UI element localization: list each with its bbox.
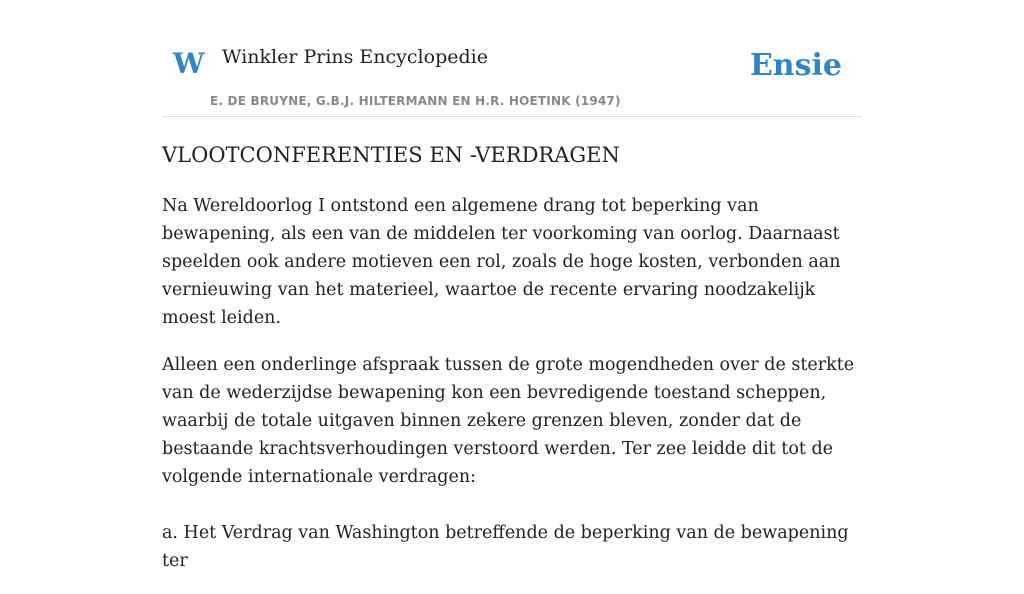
article-paragraph: Alleen een onderlinge afspraak tussen de grote mogendheden over de sterkte van de wederzijdse bewapening kon een bevredigende toestand scheppen, waarbij de totale uitgaven binnen zekere grenzen bleven, zonder dat de bestaande krachtsverhoudingen verstoord werden. Ter zee leidde dit tot de volgende internationale verdragen: — [162, 355, 855, 487]
article-list-item: a. Het Verdrag van Washington betreffende de beperking van de bewapening ter — [162, 523, 849, 571]
article — [162, 138, 862, 594]
article-title: VLOOTCONFERENTIES EN -VERDRAGEN — [162, 143, 620, 167]
site-header — [162, 0, 862, 117]
article-paragraph: Na Wereldoorlog I ontstond een algemene drang tot beperking van bewapening, als een van de middelen ter voorkoming van oorlog. Daarnaast speelden ook andere motieven een rol, zoals de hoge kosten, verbonden aan vernieuwing van het materieel, waartoe de recente ervaring noodzakelijk moest leiden. — [162, 196, 841, 328]
winkler-prins-logo[interactable]: W — [173, 47, 205, 80]
site-title[interactable]: Winkler Prins Encyclopedie — [222, 46, 488, 68]
ensie-brand-logo[interactable]: Ensie — [749, 48, 842, 83]
site-authors: E. DE BRUYNE, G.B.J. HILTERMANN EN H.R. HOETINK (1947) — [210, 94, 621, 108]
